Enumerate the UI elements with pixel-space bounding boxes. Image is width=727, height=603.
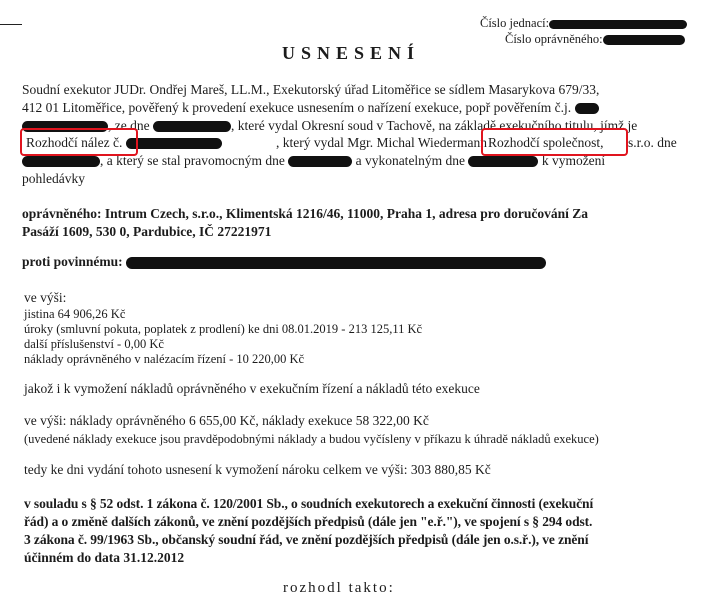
redaction xyxy=(288,156,352,167)
exec-costs-line-1: ve výši: náklady oprávněného 6 655,00 Kč, náklady exekuce 58 322,00 Kč xyxy=(24,413,429,428)
intro-line-3-a: , ze dne xyxy=(108,118,150,133)
exec-costs-line-2: (uvedené náklady exekuce jsou pravděpodobnými náklady a budou vyčísleny v příkazu k úhradě nákladů exekuce) xyxy=(24,432,599,446)
intro-line-4-c: Rozhodčí společnost, xyxy=(488,135,604,150)
legal-line-4: účinném do data 31.12.2012 xyxy=(24,550,185,565)
intro-line-4-tail xyxy=(628,135,677,151)
legal-line-1: v souladu s § 52 odst. 1 zákona č. 120/2001 Sb., o soudních exekutorech a exekuční činnosti (exekuční xyxy=(24,496,594,511)
case-number-label: Číslo jednací: xyxy=(480,16,550,30)
intro-line-2 xyxy=(22,100,599,116)
redaction xyxy=(126,257,546,269)
total-amount: tedy ke dni vydání tohoto usnesení k vymožení nároku celkem ve výši: 303 880,85 Kč xyxy=(24,462,491,477)
redaction xyxy=(153,121,231,132)
intro-line-4-b: , který vydal Mgr. Michal Wiedermann xyxy=(276,135,488,150)
intro-line-6: pohledávky xyxy=(22,171,85,186)
authorized-number-line xyxy=(505,31,685,47)
intro-line-3-b: , které vydal Okresní soud v Tachově, na základě exekučního titulu, jímž je xyxy=(230,118,638,133)
redaction xyxy=(22,156,100,167)
creditor-line-1: oprávněného: Intrum Czech, s.r.o., Klimentská 1216/46, 11000, Praha 1, adresa pro doručování Za xyxy=(22,206,589,221)
amount-interest: úroky (smluvní pokuta, poplatek z prodlení) ke dni 08.01.2019 - 213 125,11 Kč xyxy=(24,322,423,336)
redaction xyxy=(603,35,685,45)
page-title: USNESENÍ xyxy=(282,43,421,63)
decision-heading: rozhodl takto: xyxy=(283,580,395,596)
redaction xyxy=(575,103,599,114)
intro-line-4-end xyxy=(488,135,603,151)
debtor-line xyxy=(22,254,546,270)
redaction xyxy=(126,138,222,149)
intro-line-4-d: s.r.o. dne xyxy=(628,135,677,150)
intro-line-4-a: Rozhodčí nález č. xyxy=(26,135,123,150)
scan-mark xyxy=(0,24,22,25)
case-number-line xyxy=(480,15,687,31)
costs-recovery: jakož i k vymožení nákladů oprávněného v exekučním řízení a nákladů této exekuce xyxy=(24,381,480,396)
amount-other: další příslušenství - 0,00 Kč xyxy=(24,337,164,351)
intro-line-2-text: 412 01 Litoměřice, pověřený k provedení exekuce usnesením o nařízení exekuce, popř pověřením č.j. xyxy=(22,100,572,115)
legal-line-3: 3 zákona č. 99/1963 Sb., občanský soudní řád, ve znění pozdějších předpisů (dále jen o.s.ř.), ve znění xyxy=(24,532,589,547)
intro-line-4 xyxy=(26,135,222,151)
redaction xyxy=(22,121,108,132)
intro-line-5-c: k vymožení xyxy=(541,153,606,168)
authorized-number-label: Číslo oprávněného: xyxy=(505,32,603,46)
amounts-heading: ve výši: xyxy=(24,290,67,305)
intro-line-5-b: a vykonatelným dne xyxy=(355,153,466,168)
amount-costs: náklady oprávněného v nalézacím řízení - 10 220,00 Kč xyxy=(24,352,305,366)
amount-principal: jistina 64 906,26 Kč xyxy=(24,307,126,321)
debtor-label: proti povinnému: xyxy=(22,254,123,269)
legal-line-2: řád) a o změně dalších zákonů, ve znění pozdějších předpisů (dále jen "e.ř."), ve spojení s § 294 odst. xyxy=(24,514,593,529)
redaction xyxy=(549,20,687,29)
redaction xyxy=(468,156,538,167)
intro-line-5-a: , a který se stal pravomocným dne xyxy=(100,153,285,168)
intro-line-3 xyxy=(22,118,637,134)
creditor-line-2: Pasáží 1609, 530 0, Pardubice, IČ 27221971 xyxy=(22,224,272,239)
intro-line-4-mid xyxy=(276,135,487,151)
intro-line-5 xyxy=(22,153,605,169)
intro-line-1: Soudní exekutor JUDr. Ondřej Mareš, LL.M., Exekutorský úřad Litoměřice se sídlem Masarykova 679/33, xyxy=(22,82,600,97)
